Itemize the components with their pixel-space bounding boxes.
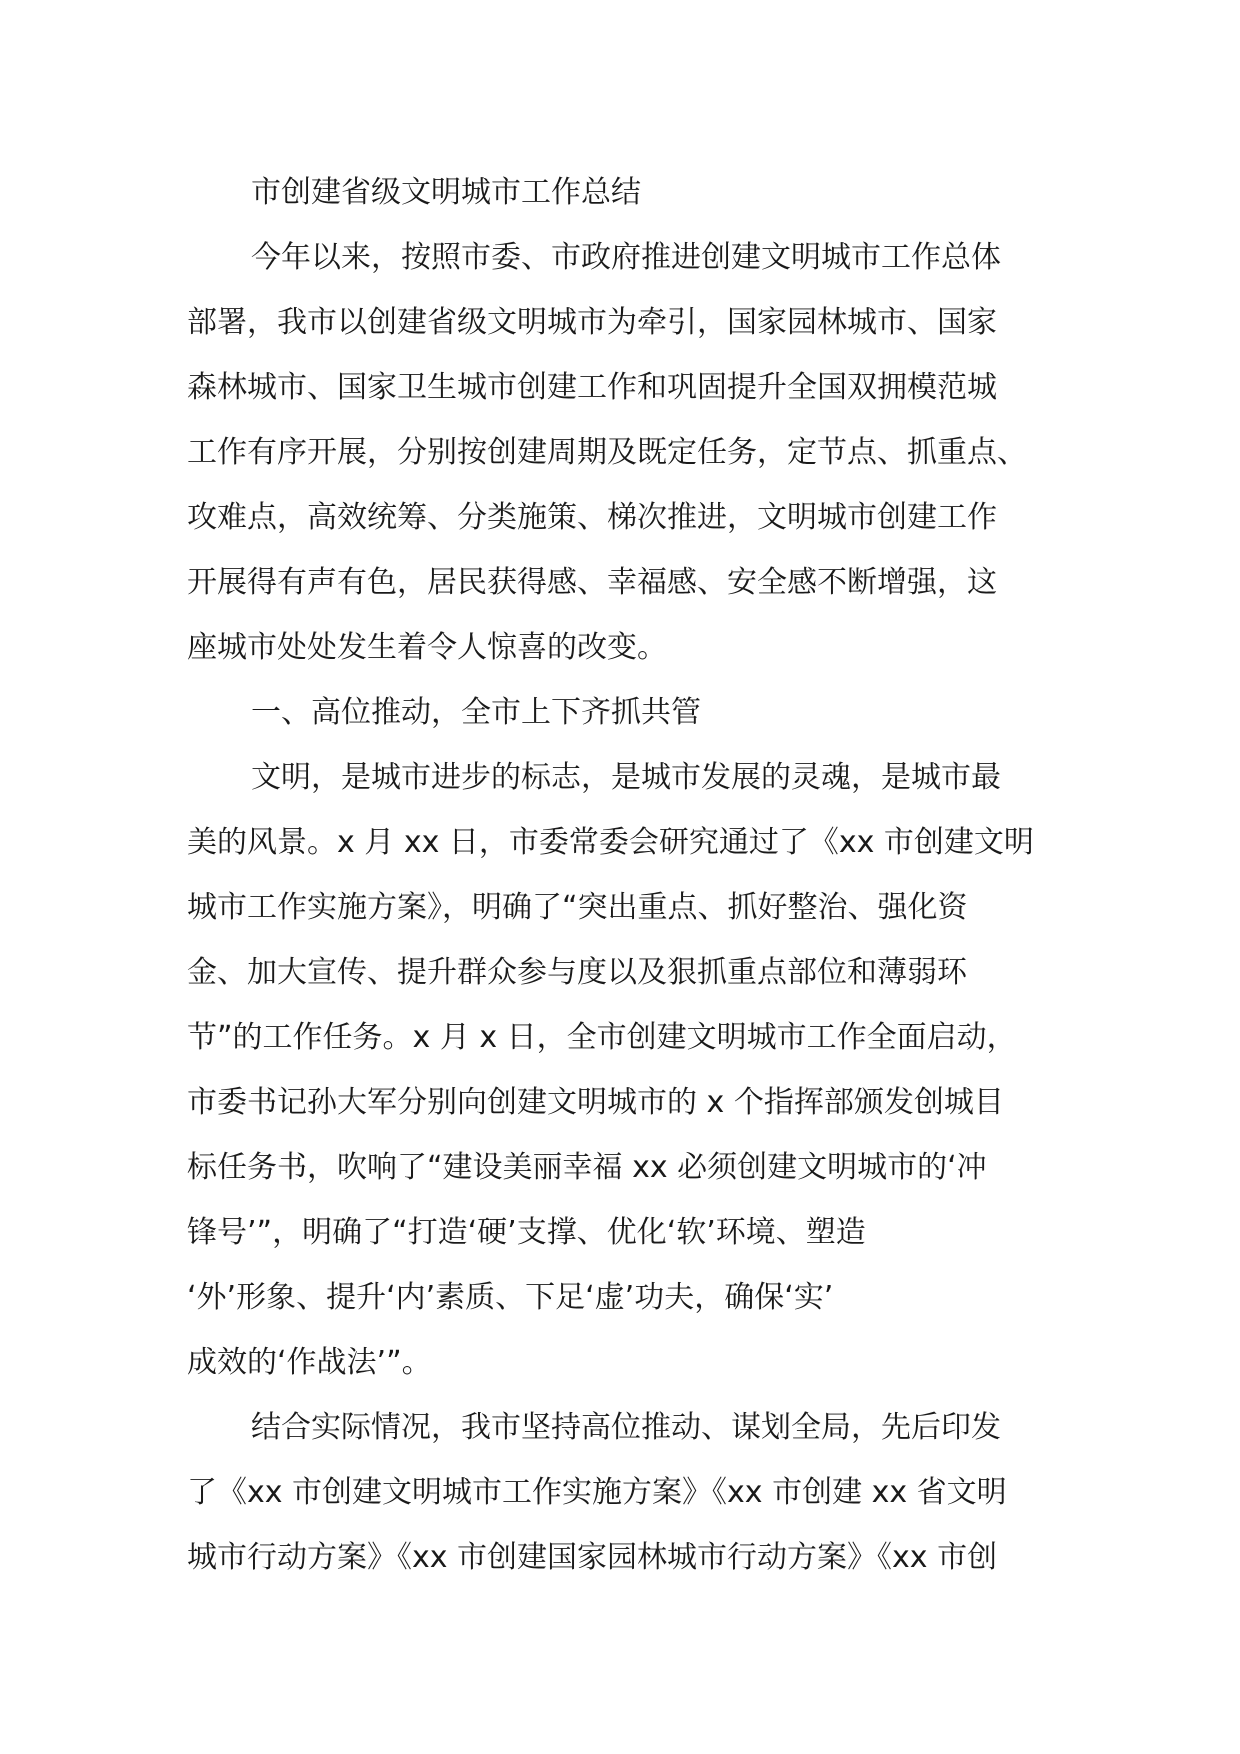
- section-heading: 一、高位推动，全市上下齐抓共管: [251, 695, 701, 730]
- paragraph-line: 部署，我市以创建省级文明城市为牵引，国家园林城市、国家: [187, 305, 997, 340]
- paragraph-line: 工作有序开展，分别按创建周期及既定任务，定节点、抓重点、: [187, 435, 1027, 470]
- paragraph-line: 金、加大宣传、提升群众参与度以及狠抓重点部位和薄弱环: [187, 955, 967, 990]
- paragraph-line: 锋号’”，明确了“打造‘硬’支撑、优化‘软’环境、塑造: [187, 1215, 866, 1250]
- paragraph-line: 成效的‘作战法’”。: [187, 1345, 432, 1380]
- paragraph-line: 开展得有声有色，居民获得感、幸福感、安全感不断增强，这: [187, 565, 997, 600]
- paragraph-line: ‘外’形象、提升‘内’素质、下足‘虚’功夫，确保‘实’: [187, 1280, 834, 1315]
- paragraph-line: 森林城市、国家卫生城市创建工作和巩固提升全国双拥模范城: [187, 370, 997, 405]
- paragraph-line: 美的风景。x 月 xx 日，市委常委会研究通过了《xx 市创建文明: [187, 825, 1034, 860]
- document-title: 市创建省级文明城市工作总结: [251, 175, 641, 210]
- paragraph-line: 座城市处处发生着令人惊喜的改变。: [187, 630, 667, 665]
- paragraph-line: 攻难点，高效统筹、分类施策、梯次推进，文明城市创建工作: [187, 500, 997, 535]
- document-body: [187, 160, 1067, 1590]
- paragraph-line: 今年以来，按照市委、市政府推进创建文明城市工作总体: [251, 240, 1001, 275]
- paragraph-line: 结合实际情况，我市坚持高位推动、谋划全局，先后印发: [251, 1410, 1001, 1445]
- paragraph-line: 文明，是城市进步的标志，是城市发展的灵魂，是城市最: [251, 760, 1001, 795]
- paragraph-line: 城市行动方案》《xx 市创建国家园林城市行动方案》《xx 市创: [187, 1540, 998, 1575]
- paragraph-line: 市委书记孙大军分别向创建文明城市的 x 个指挥部颁发创城目: [187, 1085, 1004, 1120]
- paragraph-line: 了《xx 市创建文明城市工作实施方案》《xx 市创建 xx 省文明: [187, 1475, 1007, 1510]
- paragraph-line: 标任务书，吹响了“建设美丽幸福 xx 必须创建文明城市的‘冲: [187, 1150, 987, 1185]
- paragraph-line: 城市工作实施方案》，明确了“突出重点、抓好整治、强化资: [187, 890, 968, 925]
- paragraph-line: 节”的工作任务。x 月 x 日，全市创建文明城市工作全面启动，: [187, 1020, 1017, 1055]
